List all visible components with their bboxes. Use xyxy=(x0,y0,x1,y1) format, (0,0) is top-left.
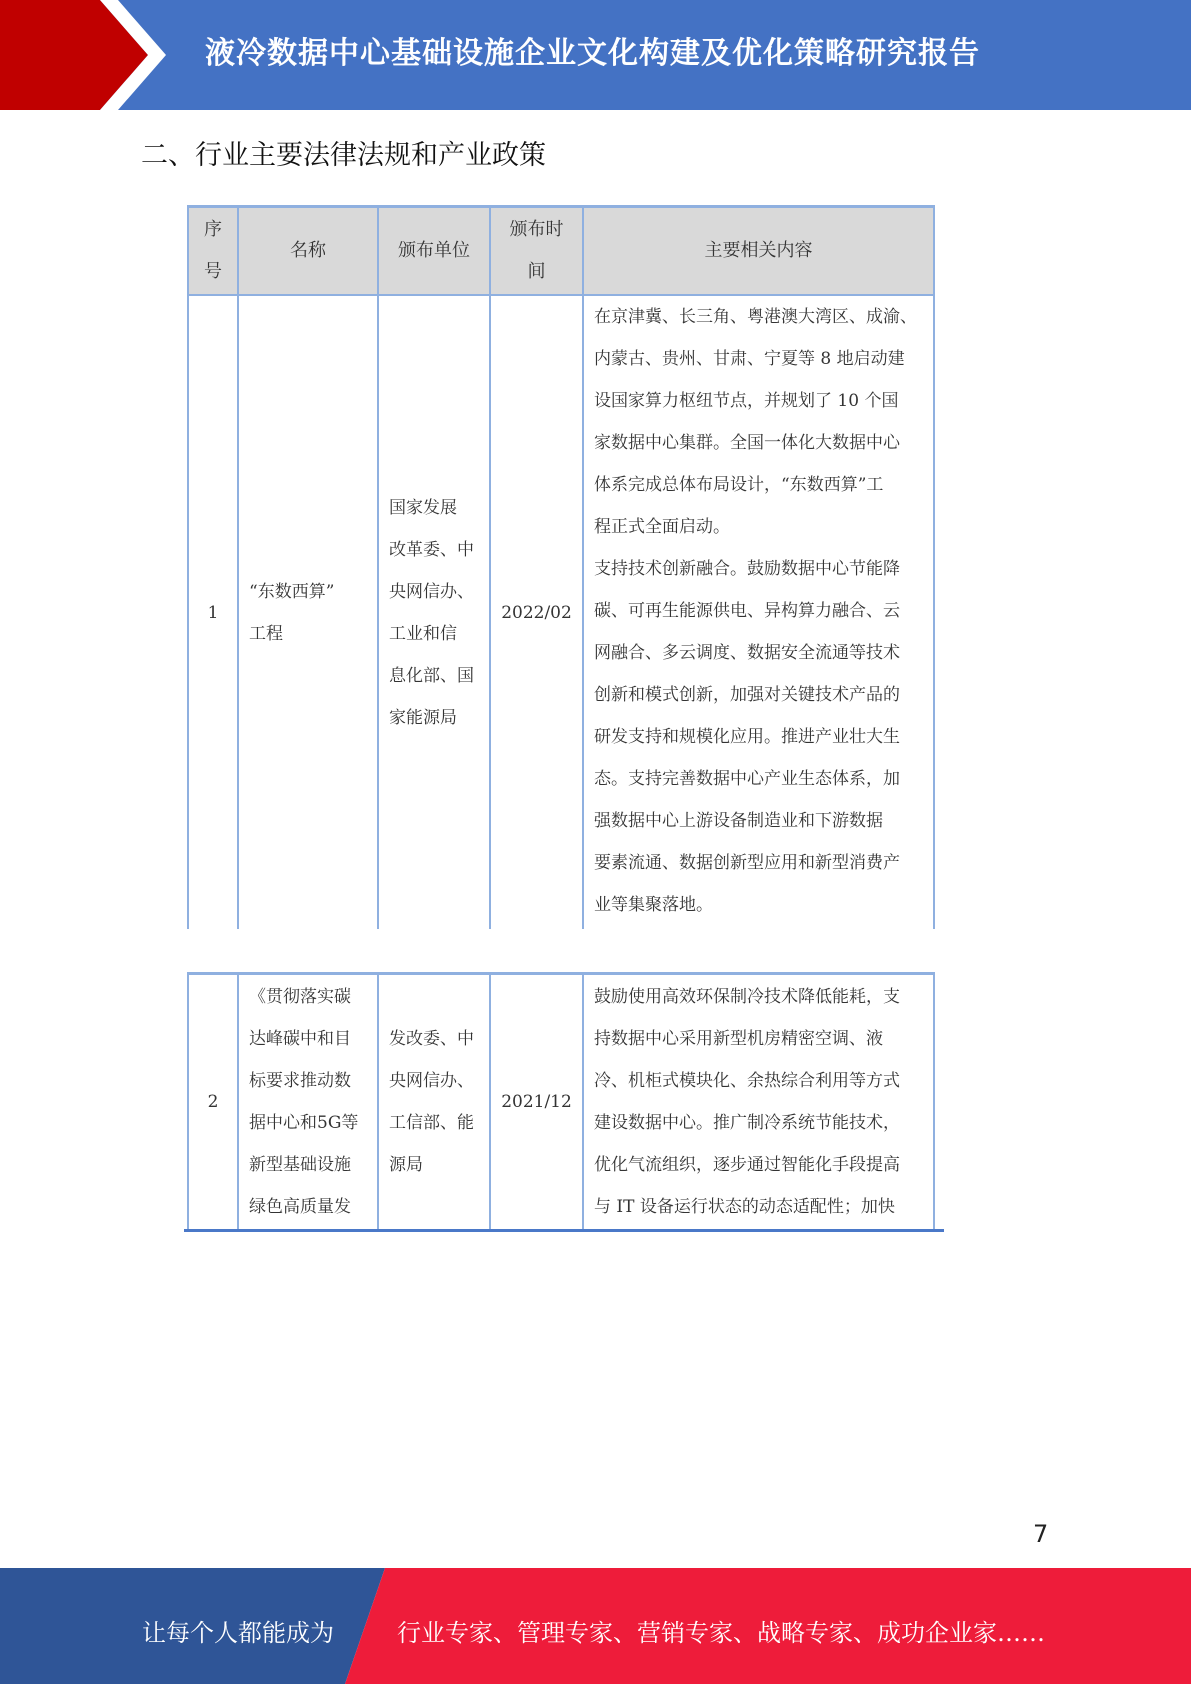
row-2-issuer-line: 源局 xyxy=(389,1154,423,1175)
row-2-seq: 2 xyxy=(188,974,238,1229)
row-1-content-line: 碳、可再生能源供电、异构算力融合、云 xyxy=(594,601,900,621)
row-2-content-line: 建设数据中心。推广制冷系统节能技术， xyxy=(594,1112,900,1133)
row-1-issuer-line: 央网信办、 xyxy=(389,581,474,602)
row-1-content-line: 业等集聚落地。 xyxy=(594,895,713,915)
row-2-content-line: 与 IT 设备运行状态的动态适配性；加快 xyxy=(594,1196,895,1217)
row-2-date: 2021/12 xyxy=(490,974,583,1229)
row-2-name-line: 《贯彻落实碳 xyxy=(249,986,351,1007)
row-2-content-line: 持数据中心采用新型机房精密空调、液 xyxy=(594,1028,883,1049)
row-1-issuer-line: 改革委、中 xyxy=(389,539,474,560)
row-1-issuer-line: 息化部、国 xyxy=(389,665,474,686)
row-1-issuer-line: 家能源局 xyxy=(389,707,457,728)
row-1-name-line: “东数西算” xyxy=(249,581,335,602)
table-header-row xyxy=(188,207,934,296)
row-1-content-line: 程正式全面启动。 xyxy=(594,517,730,537)
header-seq-line-1: 序 xyxy=(204,219,222,240)
row-1-seq: 1 xyxy=(188,295,238,929)
row-1-name xyxy=(238,295,378,929)
header-date-line-1: 颁布时 xyxy=(509,219,564,240)
header-date-line-2: 间 xyxy=(527,261,546,282)
section-heading: 二、行业主要法律法规和产业政策 xyxy=(141,140,546,171)
row-1-content xyxy=(583,295,934,929)
footer-slogan-right: 行业专家、管理专家、营销专家、战略专家、成功企业家…… xyxy=(397,1619,1045,1647)
row-2-issuer-line: 发改委、中 xyxy=(389,1028,474,1049)
row-1-content-line: 强数据中心上游设备制造业和下游数据 xyxy=(594,811,883,831)
header-seq xyxy=(188,207,238,296)
row-2-name-line: 绿色高质量发 xyxy=(249,1196,351,1217)
header-seq-line-2: 号 xyxy=(204,261,222,282)
row-1-content-line: 网融合、多云调度、数据安全流通等技术 xyxy=(594,643,900,663)
header-issuer: 颁布单位 xyxy=(378,207,490,296)
row-2-name xyxy=(238,974,378,1229)
row-2-content-line: 鼓励使用高效环保制冷技术降低能耗，支 xyxy=(594,986,900,1007)
table-bottom-rule xyxy=(184,1229,944,1232)
row-1-content-line: 设国家算力枢纽节点，并规划了 10 个国 xyxy=(594,391,899,411)
header-date xyxy=(490,207,583,296)
row-2-issuer-line: 工信部、能 xyxy=(389,1112,474,1133)
report-title: 液冷数据中心基础设施企业文化构建及优化策略研究报告 xyxy=(205,36,980,71)
row-2-name-line: 据中心和5G等 xyxy=(249,1112,359,1133)
row-1-content-line: 体系完成总体布局设计，“东数西算”工 xyxy=(594,475,884,495)
row-1-content-line: 支持技术创新融合。鼓励数据中心节能降 xyxy=(594,559,900,579)
footer-slogan-left: 让每个人都能成为 xyxy=(142,1619,334,1647)
row-1-date: 2022/02 xyxy=(490,295,583,929)
row-1-content-line: 在京津冀、长三角、粤港澳大湾区、成渝、 xyxy=(594,307,917,327)
table-row xyxy=(188,974,934,1229)
policy-table-part-1 xyxy=(187,205,935,929)
row-2-content-line: 优化气流组织，逐步通过智能化手段提高 xyxy=(594,1154,900,1175)
policy-table-part-2 xyxy=(187,972,935,1229)
row-1-issuer-line: 国家发展 xyxy=(389,497,457,518)
row-1-issuer-line: 工业和信 xyxy=(389,623,457,644)
row-2-name-line: 新型基础设施 xyxy=(249,1154,351,1175)
header-name: 名称 xyxy=(238,207,378,296)
page-number: 7 xyxy=(1033,1520,1049,1548)
header-content: 主要相关内容 xyxy=(583,207,934,296)
row-2-issuer xyxy=(378,974,490,1229)
row-1-content-line: 态。支持完善数据中心产业生态体系，加 xyxy=(594,769,900,789)
table-row xyxy=(188,295,934,929)
header-band xyxy=(0,0,1191,110)
row-2-content-line: 冷、机柜式模块化、余热综合利用等方式 xyxy=(594,1070,900,1091)
row-1-content-line: 内蒙古、贵州、甘肃、宁夏等 8 地启动建 xyxy=(594,349,905,369)
row-1-name-line: 工程 xyxy=(249,623,283,644)
row-1-content-line: 创新和模式创新，加强对关键技术产品的 xyxy=(594,685,900,705)
row-2-name-line: 标要求推动数 xyxy=(249,1070,351,1091)
row-1-content-line: 家数据中心集群。全国一体化大数据中心 xyxy=(594,433,900,453)
row-2-issuer-line: 央网信办、 xyxy=(389,1070,474,1091)
row-2-content xyxy=(583,974,934,1229)
row-2-name-line: 达峰碳中和目 xyxy=(249,1028,351,1049)
row-1-content-line: 研发支持和规模化应用。推进产业壮大生 xyxy=(594,727,900,747)
row-1-content-line: 要素流通、数据创新型应用和新型消费产 xyxy=(594,853,900,873)
row-1-issuer xyxy=(378,295,490,929)
